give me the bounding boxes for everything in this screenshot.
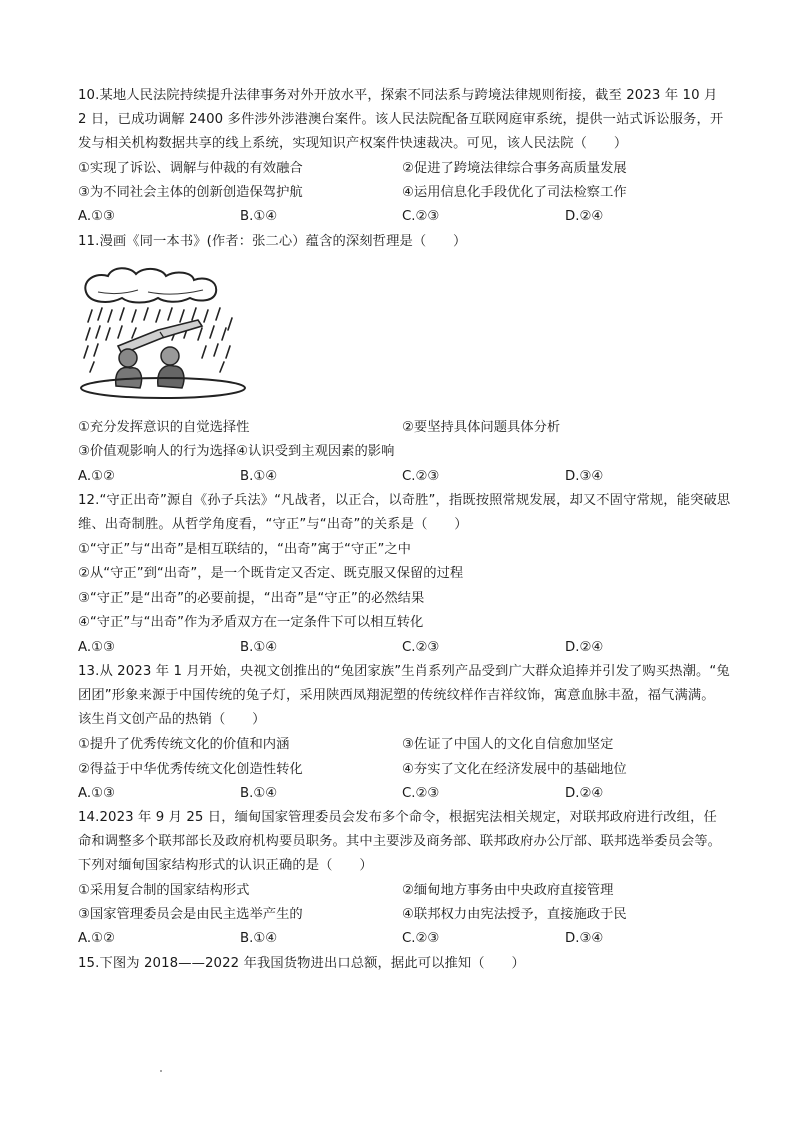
cartoon-same-book-image	[78, 262, 248, 402]
q11-option-3-4: ③价值观影响人的行为选择④认识受到主观因素的影响	[78, 444, 395, 459]
q12-option-4: ④“守正”与“出奇”作为矛盾双方在一定条件下可以相互转化	[78, 615, 424, 630]
q10-choice-d: D.②④	[565, 209, 604, 224]
q11-choice-a: A.①②	[78, 469, 115, 484]
q13-stem-line-3: 该生肖文创产品的热销（ ）	[78, 712, 266, 727]
q13-choice-c: C.②③	[402, 786, 440, 801]
q10-choice-c: C.②③	[402, 209, 440, 224]
q10-stem-line-2: 2 日，已成功调解 2400 多件涉外涉港澳台案件。该人民法院配备互联网庭审系统，提供一站式诉讼服务，开	[78, 112, 724, 127]
q10-option-2: ②促进了跨境法律综合事务高质量发展	[402, 161, 627, 176]
q14-stem-line-3: 下列对缅甸国家结构形式的认识正确的是（ ）	[78, 858, 373, 873]
q11-option-2: ②要坚持具体问题具体分析	[402, 420, 561, 435]
q10-option-3: ③为不同社会主体的创新创造保驾护航	[78, 185, 303, 200]
q12-choice-d: D.②④	[565, 640, 604, 655]
q14-choice-b: B.①④	[240, 931, 278, 946]
q13-choice-a: A.①③	[78, 786, 115, 801]
q12-stem-line-1: 12.“守正出奇”源自《孙子兵法》“凡战者，以正合，以奇胜”，指既按照常规发展，却又不固守常规，能突破思	[78, 493, 731, 508]
q10-option-4: ④运用信息化手段优化了司法检察工作	[402, 185, 627, 200]
q10-choice-b: B.①④	[240, 209, 278, 224]
q14-option-1: ①采用复合制的国家结构形式	[78, 883, 250, 898]
q12-choice-c: C.②③	[402, 640, 440, 655]
q15-stem: 15.下图为 2018——2022 年我国货物进出口总额，据此可以推知（ ）	[78, 956, 525, 971]
q13-stem-line-2: 团团”形象来源于中国传统的兔子灯，采用陕西凤翔泥塑的传统纹样作吉祥纹饰，寓意血脉丰盈，福气满满。	[78, 688, 715, 703]
q12-option-2: ②从“守正”到“出奇”，是一个既肯定又否定、既克服又保留的过程	[78, 566, 464, 581]
q11-choice-c: C.②③	[402, 469, 440, 484]
q11-choice-d: D.③④	[565, 469, 604, 484]
q13-option-1: ①提升了优秀传统文化的价值和内涵	[78, 737, 290, 752]
q14-stem-line-1: 14.2023 年 9 月 25 日，缅甸国家管理委员会发布多个命令，根据宪法相关规定，对联邦政府进行改组，任	[78, 810, 717, 825]
q10-choice-a: A.①③	[78, 209, 115, 224]
q12-option-3: ③“守正”是“出奇”的必要前提，“出奇”是“守正”的必然结果	[78, 591, 425, 606]
q13-choice-d: D.②④	[565, 786, 604, 801]
page-dot-mark	[160, 1070, 162, 1072]
q11-option-1: ①充分发挥意识的自觉选择性	[78, 420, 250, 435]
q14-option-2: ②缅甸地方事务由中央政府直接管理	[402, 883, 614, 898]
q14-stem-line-2: 命和调整多个联邦部长及政府机构要员职务。其中主要涉及商务部、联邦政府办公厅部、联邦选举委员会等。	[78, 834, 722, 849]
q12-stem-line-2: 维、出奇制胜。从哲学角度看，“守正”与“出奇”的关系是（ ）	[78, 517, 468, 532]
q12-choice-a: A.①③	[78, 640, 115, 655]
q13-option-2: ②得益于中华优秀传统文化创造性转化	[78, 762, 303, 777]
q11-stem: 11.漫画《同一本书》(作者：张二心）蕴含的深刻哲理是（ ）	[78, 234, 467, 249]
q14-choice-a: A.①②	[78, 931, 115, 946]
q10-stem-line-1: 10.某地人民法院持续提升法律事务对外开放水平，探索不同法系与跨境法律规则衔接，截至 2023 年 10 月	[78, 88, 718, 103]
q12-choice-b: B.①④	[240, 640, 278, 655]
q13-option-4: ④夯实了文化在经济发展中的基础地位	[402, 762, 627, 777]
q14-option-4: ④联邦权力由宪法授予，直接施政于民	[402, 907, 627, 922]
q13-stem-line-1: 13.从 2023 年 1 月开始，央视文创推出的“兔团家族”生肖系列产品受到广大群众追捧并引发了购买热潮。“兔	[78, 664, 730, 679]
q14-option-3: ③国家管理委员会是由民主选举产生的	[78, 907, 303, 922]
q11-choice-b: B.①④	[240, 469, 278, 484]
q13-option-3: ③佐证了中国人的文化自信愈加坚定	[402, 737, 614, 752]
q14-choice-d: D.③④	[565, 931, 604, 946]
q13-choice-b: B.①④	[240, 786, 278, 801]
q10-stem-line-3: 发与相关机构数据共享的线上系统，实现知识产权案件快速裁决。可见，该人民法院（ ）	[78, 136, 628, 151]
q12-option-1: ①“守正”与“出奇”是相互联结的，“出奇”寓于“守正”之中	[78, 542, 411, 557]
q14-choice-c: C.②③	[402, 931, 440, 946]
q10-option-1: ①实现了诉讼、调解与仲裁的有效融合	[78, 161, 303, 176]
